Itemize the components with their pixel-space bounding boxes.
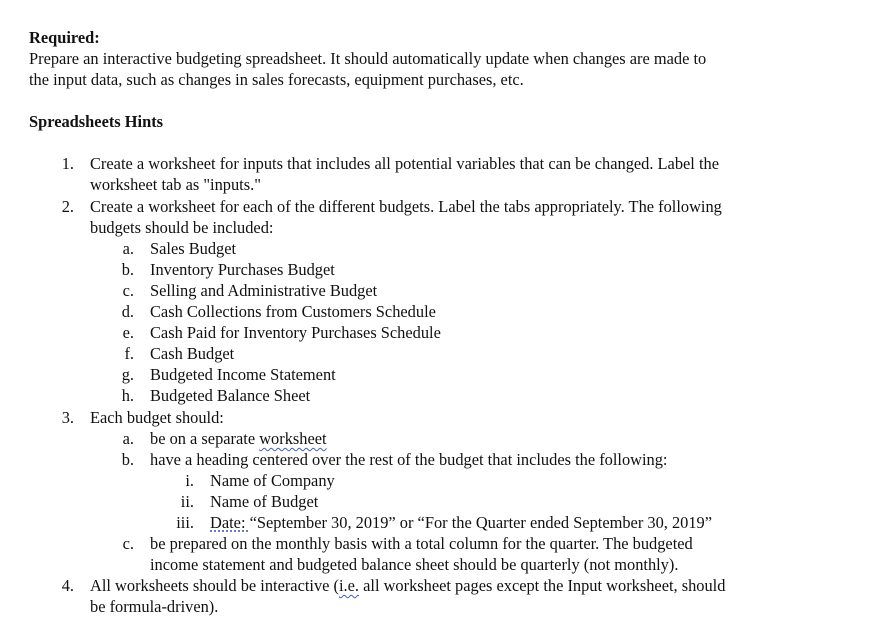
item-3c-line-2: income statement and budgeted balance sheet should be quarterly (not monthly). [150, 555, 679, 574]
required-line-2: the input data, such as changes in sales forecasts, equipment purchases, etc. [29, 70, 524, 89]
budget-list-item: Selling and Administrative Budget [150, 281, 378, 300]
sub-letter: a. [122, 239, 134, 258]
budget-list-item: Sales Budget [150, 239, 237, 258]
list-number: 1. [61, 154, 74, 173]
sub-letter: h. [121, 386, 134, 405]
list-number: 2. [61, 197, 74, 216]
date-label-underlined: Date: [210, 513, 250, 532]
budget-list-item: Cash Paid for Inventory Purchases Schedule [150, 323, 441, 342]
hints-heading: Spreadsheets Hints [29, 112, 164, 131]
list-number: 3. [61, 408, 74, 427]
sub-letter: f. [124, 344, 134, 363]
budget-list-item: Inventory Purchases Budget [150, 260, 335, 279]
heading-item-date [210, 512, 712, 533]
sub-letter: d. [121, 302, 134, 321]
item-4-line-2: be formula-driven). [90, 597, 219, 616]
required-line-1: Prepare an interactive budgeting spreadsheet. It should automatically update when changes are made to [29, 49, 707, 68]
sub-letter: a. [122, 429, 134, 448]
ie-underlined: i.e. [338, 576, 360, 595]
item-3c-line-1: be prepared on the monthly basis with a total column for the quarter. The budgeted [150, 534, 693, 553]
sub-letter: b. [121, 450, 134, 469]
item-4-pre: All worksheets should be interactive ( [90, 576, 339, 595]
budget-list-item: Cash Budget [150, 344, 235, 363]
required-heading: Required: [29, 28, 100, 47]
item-3a-text [150, 428, 327, 449]
item-1-line-1: Create a worksheet for inputs that includes all potential variables that can be changed. Label the [90, 154, 719, 173]
budget-list-item: Cash Collections from Customers Schedule [150, 302, 436, 321]
list-number: 4. [61, 576, 74, 595]
item-3a-text-pre: be on a separate [150, 429, 260, 448]
item-3b-text: have a heading centered over the rest of the budget that includes the following: [150, 450, 668, 469]
heading-item-budget: Name of Budget [210, 492, 319, 511]
item-2-line-2: budgets should be included: [90, 218, 274, 237]
sub-letter: b. [121, 260, 134, 279]
item-3-line-1: Each budget should: [90, 408, 224, 427]
budget-list-item: Budgeted Balance Sheet [150, 386, 311, 405]
roman-numeral: i. [185, 471, 194, 490]
date-examples: “September 30, 2019” or “For the Quarter ended September 30, 2019” [249, 513, 713, 532]
heading-item-company: Name of Company [210, 471, 335, 490]
sub-letter: e. [122, 323, 134, 342]
item-1-line-2: worksheet tab as "inputs." [90, 175, 261, 194]
roman-numeral: ii. [180, 492, 194, 511]
item-4-line-1 [90, 575, 725, 596]
sub-letter: c. [122, 281, 134, 300]
item-4-post: all worksheet pages except the Input worksheet, should [359, 576, 726, 595]
item-2-line-1: Create a worksheet for each of the different budgets. Label the tabs appropriately. The following [90, 197, 722, 216]
sub-letter: c. [122, 534, 134, 553]
sub-letter: g. [121, 365, 134, 384]
worksheet-underlined-word: worksheet [259, 429, 327, 448]
budget-list-item: Budgeted Income Statement [150, 365, 336, 384]
roman-numeral: iii. [176, 513, 194, 532]
